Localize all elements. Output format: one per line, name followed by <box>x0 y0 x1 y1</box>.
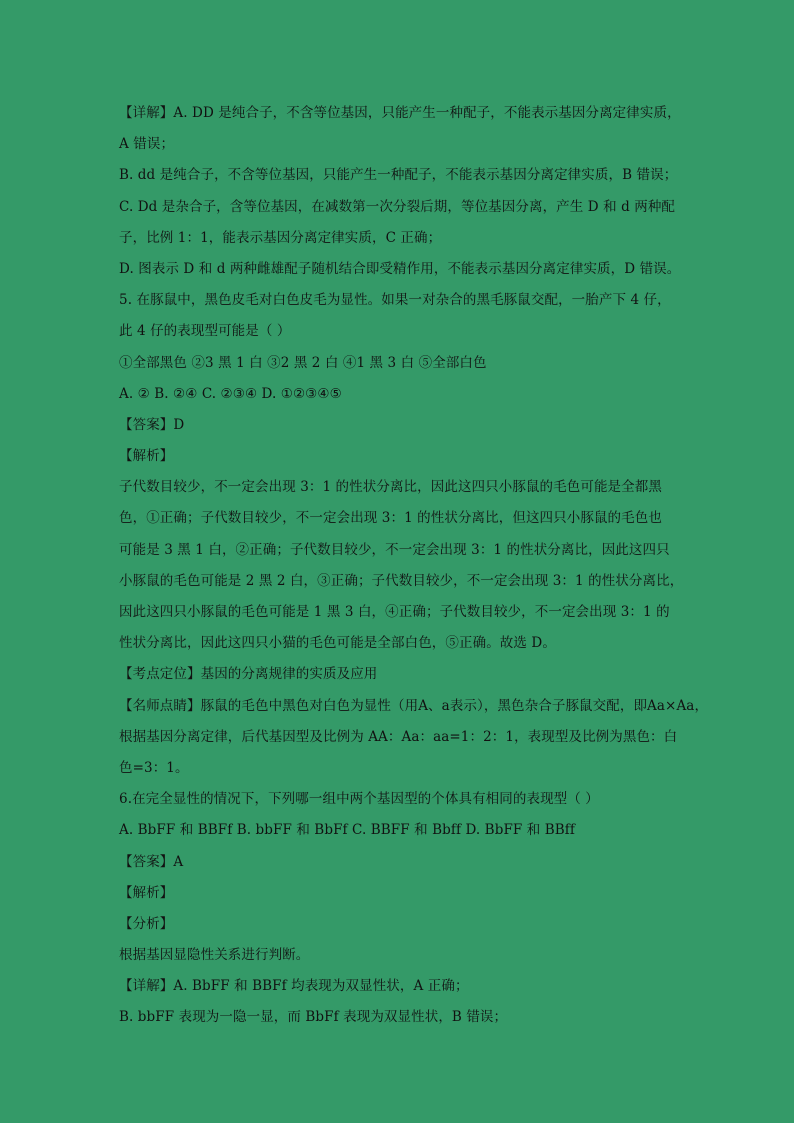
question-5-stem: 5. 在豚鼠中，黑色皮毛对白色皮毛为显性。如果一对杂合的黑毛豚鼠交配，一胎产下 4 仔， <box>119 292 671 309</box>
knowledge-point: 【考点定位】基因的分离规律的实质及应用 <box>119 666 378 683</box>
text-line: 根据基因显隐性关系进行判断。 <box>119 947 310 964</box>
document-body <box>119 98 709 1034</box>
text-line: 【详解】A. BbFF 和 BBFf 均表现为双显性状，A 正确； <box>119 978 469 995</box>
question-5-options: A. ② B. ②④ C. ②③④ D. ①②③④⑤ <box>119 385 342 402</box>
text-line: D. 图表示 D 和 d 两种雌雄配子随机结合即受精作用，不能表示基因分离定律实质，D 错误。 <box>119 260 681 277</box>
text-line: B. bbFF 表现为一隐一显，而 BbFf 表现为双显性状，B 错误； <box>119 1009 508 1026</box>
question-6-stem: 6.在完全显性的情况下，下列哪一组中两个基因型的个体具有相同的表现型（ ） <box>119 791 599 808</box>
text-line: 【详解】A. DD 是纯合子，不含等位基因，只能产生一种配子，不能表示基因分离定律实质， <box>119 105 681 121</box>
text-line: 色=3：1。 <box>119 759 189 776</box>
analysis-label: 【解析】 <box>119 884 174 901</box>
text-line: A 错误； <box>119 136 175 153</box>
text-line: 根据基因分离定律，后代基因型及比例为 AA：Aa：aa=1：2：1，表现型及比例为黑色：白 <box>119 728 678 745</box>
text-line: 子代数目较少，不一定会出现 3：1 的性状分离比，因此这四只小豚鼠的毛色可能是全都黑 <box>119 479 662 496</box>
question-6-options: A. BbFF 和 BBFf B. bbFF 和 BbFf C. BBFF 和 Bbff D. BbFF 和 BBff <box>119 822 576 839</box>
text-line: B. dd 是纯合子，不含等位基因，只能产生一种配子，不能表示基因分离定律实质，B 错误； <box>119 167 678 184</box>
text-line: 性状分离比，因此这四只小猫的毛色可能是全部白色，⑤正确。故选 D。 <box>119 635 556 652</box>
question-5-items: ①全部黑色 ②3 黑 1 白 ③2 黑 2 白 ④1 黑 3 白 ⑤全部白色 <box>119 354 487 371</box>
teacher-note: 【名师点睛】豚鼠的毛色中黑色对白色为显性（用A、a表示），黑色杂合子豚鼠交配，即Aa×Aa， <box>119 697 709 714</box>
answer-label: 【答案】D <box>119 416 185 433</box>
text-line: 小豚鼠的毛色可能是 2 黑 2 白，③正确；子代数目较少，不一定会出现 3：1 的性状分离比， <box>119 572 684 589</box>
analysis-sub-label: 【分析】 <box>119 915 174 932</box>
question-5-stem: 此 4 仔的表现型可能是（ ） <box>119 323 291 340</box>
text-line: 子，比例 1：1，能表示基因分离定律实质，C 正确； <box>119 229 442 246</box>
text-line: 可能是 3 黑 1 白，②正确；子代数目较少，不一定会出现 3：1 的性状分离比，因此这四只 <box>119 541 670 558</box>
text-line: C. Dd 是杂合子，含等位基因，在减数第一次分裂后期，等位基因分离，产生 D 和 d 两种配 <box>119 198 676 215</box>
text-line: 色，①正确；子代数目较少，不一定会出现 3：1 的性状分离比，但这四只小豚鼠的毛色也 <box>119 510 662 527</box>
text-line: 因此这四只小豚鼠的毛色可能是 1 黑 3 白，④正确；子代数目较少，不一定会出现 3：1 的 <box>119 604 670 620</box>
answer-label: 【答案】A <box>119 853 184 870</box>
analysis-label: 【解析】 <box>119 448 174 465</box>
